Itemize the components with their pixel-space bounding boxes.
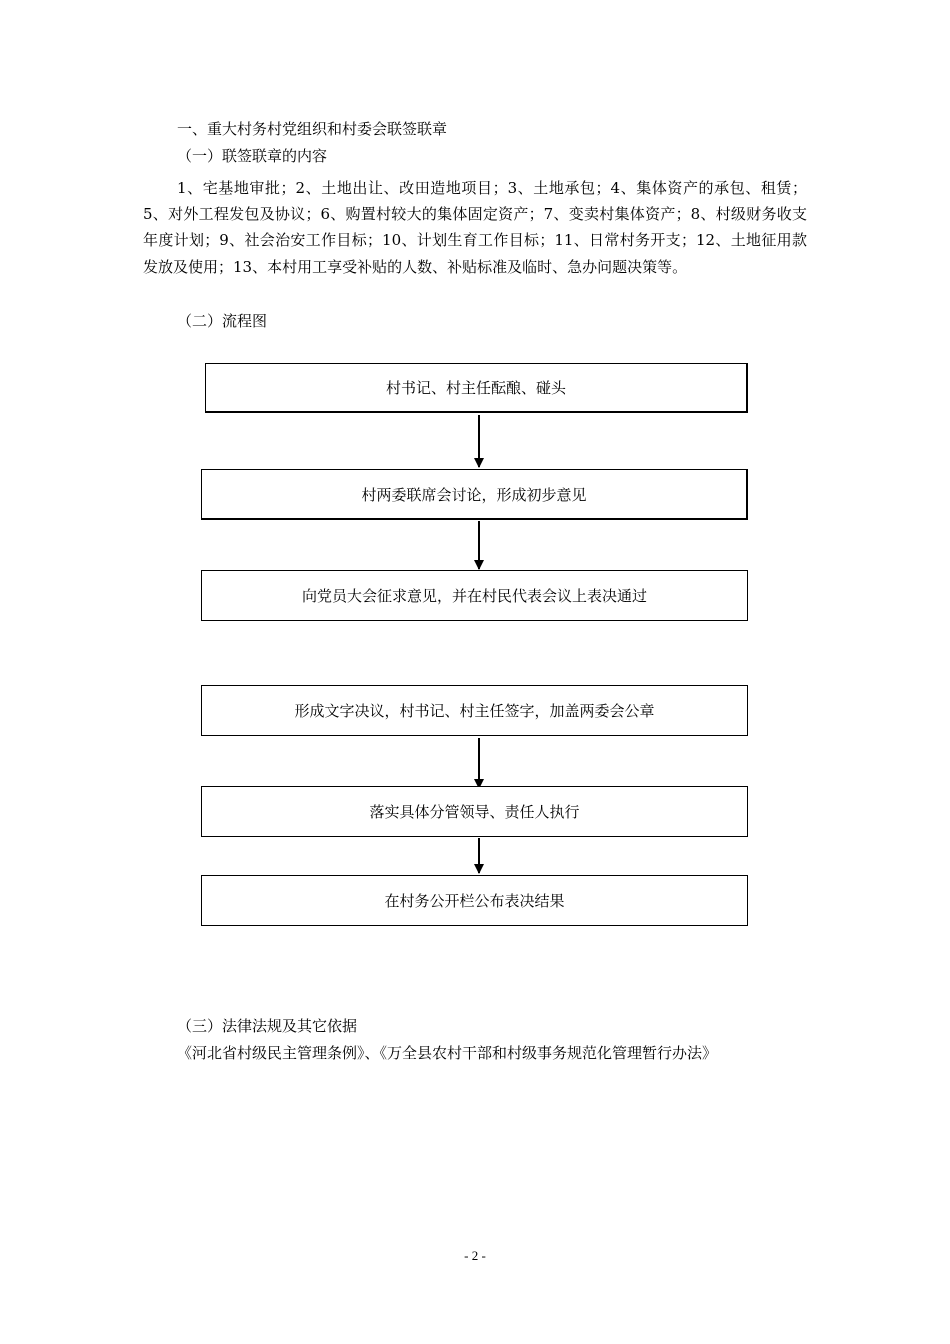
flow-step-2: 村两委联席会讨论，形成初步意见 (201, 469, 748, 520)
flow-step-3: 向党员大会征求意见，并在村民代表会议上表决通过 (201, 570, 748, 621)
legal-basis-text: 《河北省村级民主管理条例》、《万全县农村干部和村级事务规范化管理暂行办法》 (177, 1044, 718, 1062)
content-paragraph: 1、宅基地审批；2、土地出让、改田造地项目；3、土地承包；4、集体资产的承包、租赁；5、对外工程发包及协议；6、购置村较大的集体固定资产；7、变卖村集体资产；8、村级财务收支年度计划；9、社会治安工作目标；10、计划生育工作目标；11、日常村务开支；12、土地征用款发放及使用；13、本村用工享受补贴的人数、补贴标准及临时、急办问题决策等。 (143, 179, 807, 276)
subsection-title-legal: （三）法律法规及其它依据 (177, 1017, 358, 1035)
flow-step-5: 落实具体分管领导、责任人执行 (201, 786, 748, 837)
page-number: - 2 - (464, 1248, 486, 1263)
subsection-title-flowchart: （二）流程图 (177, 312, 268, 330)
flow-step-6: 在村务公开栏公布表决结果 (201, 875, 748, 926)
flow-arrow-2 (478, 521, 480, 569)
flow-step-1: 村书记、村主任酝酿、碰头 (205, 363, 748, 413)
subsection-title-content: （一）联签联章的内容 (177, 147, 328, 165)
flow-arrow-5 (478, 838, 480, 873)
section-title: 一、重大村务村党组织和村委会联签联章 (177, 120, 448, 138)
flow-arrow-4 (478, 738, 480, 788)
flow-step-4: 形成文字决议，村书记、村主任签字，加盖两委会公章 (201, 685, 748, 736)
flow-arrow-1 (478, 415, 480, 467)
